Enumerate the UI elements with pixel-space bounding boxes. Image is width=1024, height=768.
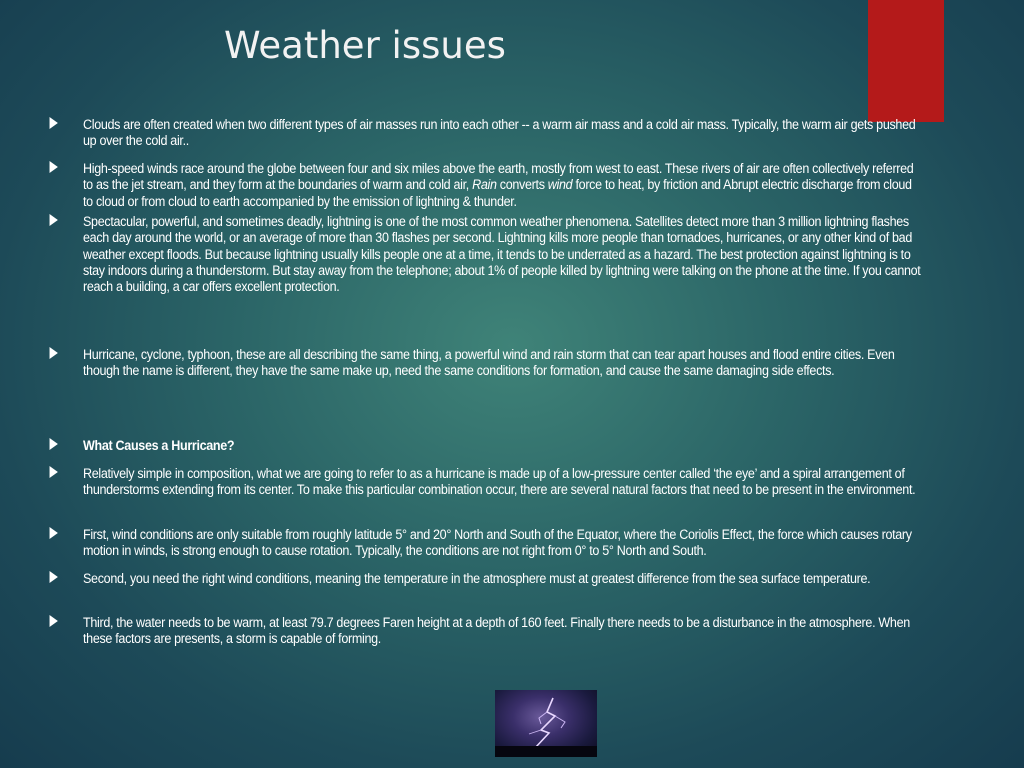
bullet-text-italic-wind: wind [547,177,573,193]
bullet-clouds [83,117,925,150]
bullet-text-italic-rain: Rain [472,177,497,193]
lightning-storm-image [495,690,597,757]
bullet-text: What Causes a Hurricane? [83,438,235,453]
bullet-first [83,527,925,560]
bullet-arrow-icon [50,347,58,359]
bullet-hurricane [83,347,925,380]
bullet-second [83,571,925,587]
bullet-text: First, wind conditions are only suitable from roughly latitude 5° and 20° North and South of the Equator, where the Coriolis Effect, the force which causes rotary motion in winds, is strong enough to cause rotation. Typically, the conditions are not right from 0° to 5° North and South. [83,527,912,559]
bullet-text: Hurricane, cyclone, typhoon, these are all describing the same thing, a powerful wind and rain storm that can tear apart houses and flood entire cities. Even though the name is different, they have the same make up, need the same conditions for formation, and cause the same damaging side effects. [83,347,895,379]
lightning-bolt-icon [495,690,597,757]
bullet-text: Second, you need the right wind conditions, meaning the temperature in the atmosphere must at greatest difference from the sea surface temperature. [83,571,871,586]
bullet-arrow-icon [50,214,58,226]
bullet-lightning [83,214,925,295]
bullet-arrow-icon [50,527,58,539]
bullet-arrow-icon [50,571,58,583]
slide-title: Weather issues [224,24,506,67]
bullet-composition [83,466,925,499]
bullet-text: Clouds are often created when two different types of air masses run into each other -- a warm air mass and a cold air mass. Typically, the warm air gets pushed up over the cold air.. [83,117,916,149]
bullet-jet-stream [83,161,925,210]
bullet-arrow-icon [50,438,58,450]
bullet-text [83,161,913,209]
bullet-arrow-icon [50,615,58,627]
bullet-heading-causes [83,438,925,454]
bullet-text-part: converts [496,177,548,193]
bullet-third [83,615,925,648]
bullet-arrow-icon [50,466,58,478]
bullet-text-part: High-speed winds race around the globe between four and six miles above the earth, mostly from west to east. These rivers of air are often collectively referred to as the jet stream, and they form at the boundaries of warm and cold air, [83,161,914,193]
bullet-text: Spectacular, powerful, and sometimes deadly, lightning is one of the most common weather phenomena. Satellites detect more than 3 million lightning flashes each day around the world, or an average of more than 30 flashes per second. Lightning kills more people than tornadoes, hurricanes, or any other kind of bad weather except floods. But because lightning usually kills people one at a time, it tends to be underrated as a hazard. The best protection against lightning is to stay indoors during a thunderstorm. But stay away from the telephone; about 1% of people killed by lightning were talking on the phone at the time. If you cannot reach a building, a car offers excellent protection. [83,214,921,295]
bullet-text-part: force to heat, by friction and Abrupt electric discharge from cloud to cloud or from cloud to earth accompanied by the emission of lightning & thunder. [83,177,912,209]
bullet-text: Third, the water needs to be warm, at least 79.7 degrees Faren height at a depth of 160 feet. Finally there needs to be a disturbance in the atmosphere. When these factors are presents, a storm is capable of forming. [83,615,910,647]
bullet-text: Relatively simple in composition, what we are going to refer to as a hurricane is made up of a low-pressure center called ‘the eye’ and a spiral arrangement of thunderstorms extending from its center. To make this particular combination occur, there are several natural factors that need to be present in the environment. [83,466,916,498]
bullet-arrow-icon [50,161,58,173]
bullet-arrow-icon [50,117,58,129]
